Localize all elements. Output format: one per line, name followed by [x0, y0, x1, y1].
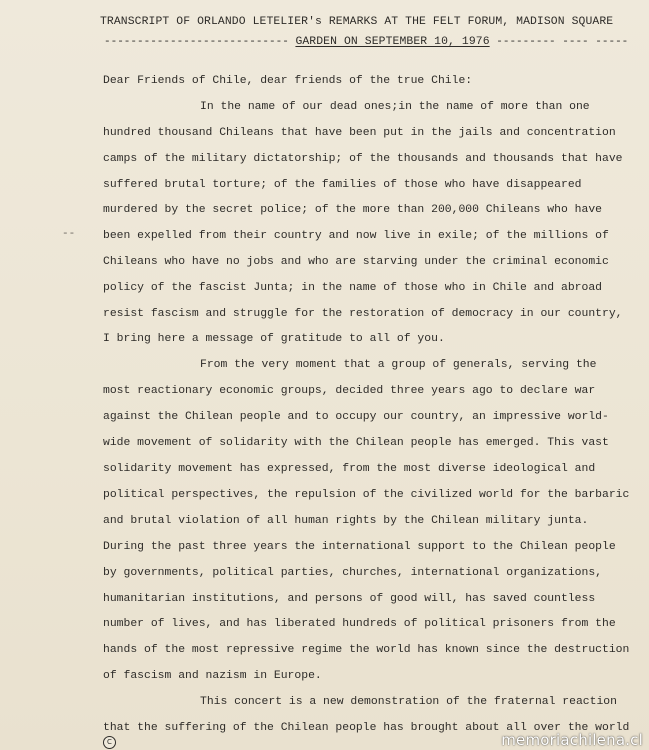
body-line: hundred thousand Chileans that have been put in the jails and concentration	[103, 127, 616, 139]
body-line: suffered brutal torture; of the families of those who have disappeared	[103, 179, 582, 191]
body-line: number of lives, and has liberated hundreds of political prisoners from the	[103, 618, 616, 630]
body-line: most reactionary economic groups, decided three years ago to declare war	[103, 385, 596, 397]
document-title-line-2	[104, 35, 629, 49]
body-line: political perspectives, the repulsion of the civilized world for the barbaric	[103, 489, 630, 501]
copyright-icon: C	[103, 736, 116, 749]
body-line: This concert is a new demonstration of the fraternal reaction	[200, 696, 617, 708]
body-line: that the suffering of the Chilean people has brought about all over the world	[103, 722, 630, 734]
body-line: humanitarian institutions, and persons of good will, has saved countless	[103, 593, 596, 605]
body-line: camps of the military dictatorship; of the thousands and thousands that have	[103, 153, 623, 165]
title-dashes-left: ----------------------------	[104, 36, 296, 48]
watermark-logo: memoriachilena.cl	[501, 731, 643, 749]
document-title-line-1: TRANSCRIPT OF ORLANDO LETELIER's REMARKS AT THE FELT FORUM, MADISON SQUARE	[100, 16, 614, 28]
body-line: resist fascism and struggle for the restoration of democracy in our country,	[103, 308, 623, 320]
title-dashes-mid: ---------	[489, 36, 556, 48]
body-line: solidarity movement has expressed, from the most diverse ideological and	[103, 463, 596, 475]
body-line: and brutal violation of all human rights by the Chilean military junta.	[103, 515, 589, 527]
title-date-text: GARDEN ON SEPTEMBER 10, 1976	[295, 36, 490, 48]
body-line: against the Chilean people and to occupy our country, an impressive world-	[103, 411, 609, 423]
title-dashes-right: ---- -----	[555, 36, 629, 48]
body-line: been expelled from their country and now live in exile; of the millions of	[103, 230, 609, 242]
body-line: policy of the fascist Junta; in the name of those who in Chile and abroad	[103, 282, 602, 294]
body-line: by governments, political parties, churches, international organizations,	[103, 567, 602, 579]
body-line: of fascism and nazism in Europe.	[103, 670, 322, 682]
body-line: Chileans who have no jobs and who are starving under the criminal economic	[103, 256, 609, 268]
salutation: Dear Friends of Chile, dear friends of the true Chile:	[103, 75, 473, 87]
body-line: murdered by the secret police; of the more than 200,000 Chileans who have	[103, 204, 602, 216]
body-line: hands of the most repressive regime the world has known since the destruction	[103, 644, 630, 656]
body-line: wide movement of solidarity with the Chilean people has emerged. This vast	[103, 437, 609, 449]
body-line: I bring here a message of gratitude to all of you.	[103, 333, 445, 345]
body-line: From the very moment that a group of generals, serving the	[200, 359, 597, 371]
body-line: In the name of our dead ones;in the name of more than one	[200, 101, 590, 113]
body-line: During the past three years the international support to the Chilean people	[103, 541, 616, 553]
margin-mark: --	[62, 228, 76, 240]
